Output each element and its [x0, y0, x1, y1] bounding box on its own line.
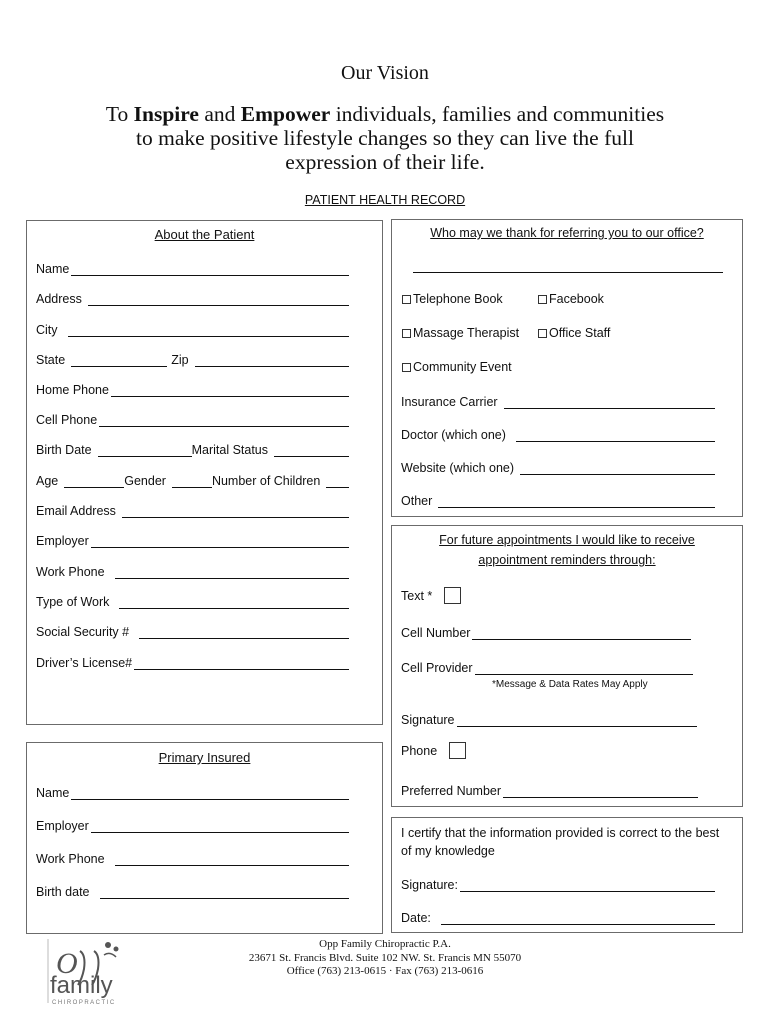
reminders-title-line2: appointment reminders through: [478, 553, 656, 567]
insured-employer-field[interactable]: Employer [36, 817, 349, 833]
option-telephone-book[interactable]: Telephone Book [402, 292, 503, 306]
about-patient-section [26, 220, 383, 725]
referral-name-line[interactable] [413, 272, 723, 273]
doctor-field[interactable]: Doctor (which one) [401, 426, 715, 442]
vision-statement: To Inspire and Empower individuals, families and communities to make positive lifestyle changes so they can live the full expression of their life. [105, 102, 665, 174]
patient-license-field[interactable]: Driver’s License# [36, 654, 349, 670]
option-facebook[interactable]: Facebook [538, 292, 604, 306]
primary-insured-title: Primary Insured [158, 750, 251, 765]
reminder-signature-field[interactable]: Signature [401, 711, 697, 727]
text-reminder-option[interactable]: Text * [401, 587, 461, 604]
preferred-number-field[interactable]: Preferred Number [401, 782, 698, 798]
patient-employer-field[interactable]: Employer [36, 532, 349, 548]
svg-text:CHIROPRACTIC: CHIROPRACTIC [52, 1000, 116, 1006]
certify-section [391, 817, 743, 933]
vision-title: Our Vision [341, 62, 429, 84]
option-office-staff[interactable]: Office Staff [538, 326, 610, 340]
patient-email-field[interactable]: Email Address [36, 502, 349, 518]
telephone-book-checkbox[interactable] [402, 295, 411, 304]
office-staff-checkbox[interactable] [538, 329, 547, 338]
svg-text:O: O [56, 947, 78, 980]
footer-address: 23671 St. Francis Blvd. Suite 102 NW. St. Francis MN 55070 [248, 952, 522, 964]
text-reminder-checkbox[interactable] [444, 587, 461, 604]
patient-address-field[interactable]: Address [36, 290, 349, 306]
patient-state-zip-field[interactable]: State Zip [36, 351, 349, 367]
patient-name-field[interactable]: Name [36, 260, 349, 276]
cell-number-field[interactable]: Cell Number [401, 624, 691, 640]
patient-type-of-work-field[interactable]: Type of Work [36, 593, 349, 609]
option-massage-therapist[interactable]: Massage Therapist [402, 326, 519, 340]
insured-name-field[interactable]: Name [36, 784, 349, 800]
cell-provider-field[interactable]: Cell Provider [401, 659, 693, 675]
phone-reminder-checkbox[interactable] [449, 742, 466, 759]
insured-work-phone-field[interactable]: Work Phone [36, 850, 349, 866]
patient-city-field[interactable]: City [36, 321, 349, 337]
option-community-event[interactable]: Community Event [402, 360, 512, 374]
referral-section [391, 219, 743, 517]
reminders-section [391, 525, 743, 807]
footer-phones: Office (763) 213-0615 · Fax (763) 213-0616 [286, 965, 484, 977]
facebook-checkbox[interactable] [538, 295, 547, 304]
footer-company: Opp Family Chiropractic P.A. [319, 938, 451, 950]
certify-date-field[interactable]: Date: [401, 909, 715, 925]
reminders-title-line1: For future appointments I would like to receive [439, 533, 695, 547]
record-title: PATIENT HEALTH RECORD [304, 193, 466, 207]
svg-text:family: family [50, 972, 113, 999]
patient-work-phone-field[interactable]: Work Phone [36, 563, 349, 579]
insurance-carrier-field[interactable]: Insurance Carrier [401, 393, 715, 409]
patient-ssn-field[interactable]: Social Security # [36, 623, 349, 639]
other-field[interactable]: Other [401, 492, 715, 508]
about-patient-title: About the Patient [154, 227, 255, 242]
data-rates-note: *Message & Data Rates May Apply [492, 679, 648, 690]
website-field[interactable]: Website (which one) [401, 459, 715, 475]
insured-birth-date-field[interactable]: Birth date [36, 883, 349, 899]
community-event-checkbox[interactable] [402, 363, 411, 372]
patient-home-phone-field[interactable]: Home Phone [36, 381, 349, 397]
patient-birth-marital-field[interactable]: Birth Date Marital Status [36, 441, 349, 457]
primary-insured-section [26, 742, 383, 934]
referral-title: Who may we thank for referring you to our office? [430, 226, 704, 240]
phone-reminder-option[interactable]: Phone [401, 742, 466, 759]
patient-age-gender-children-field[interactable]: Age Gender Number of Children [36, 472, 349, 488]
massage-therapist-checkbox[interactable] [402, 329, 411, 338]
certify-statement: I certify that the information provided is correct to the best of my knowledge [401, 826, 720, 858]
certify-signature-field[interactable]: Signature: [401, 876, 715, 892]
patient-cell-phone-field[interactable]: Cell Phone [36, 411, 349, 427]
